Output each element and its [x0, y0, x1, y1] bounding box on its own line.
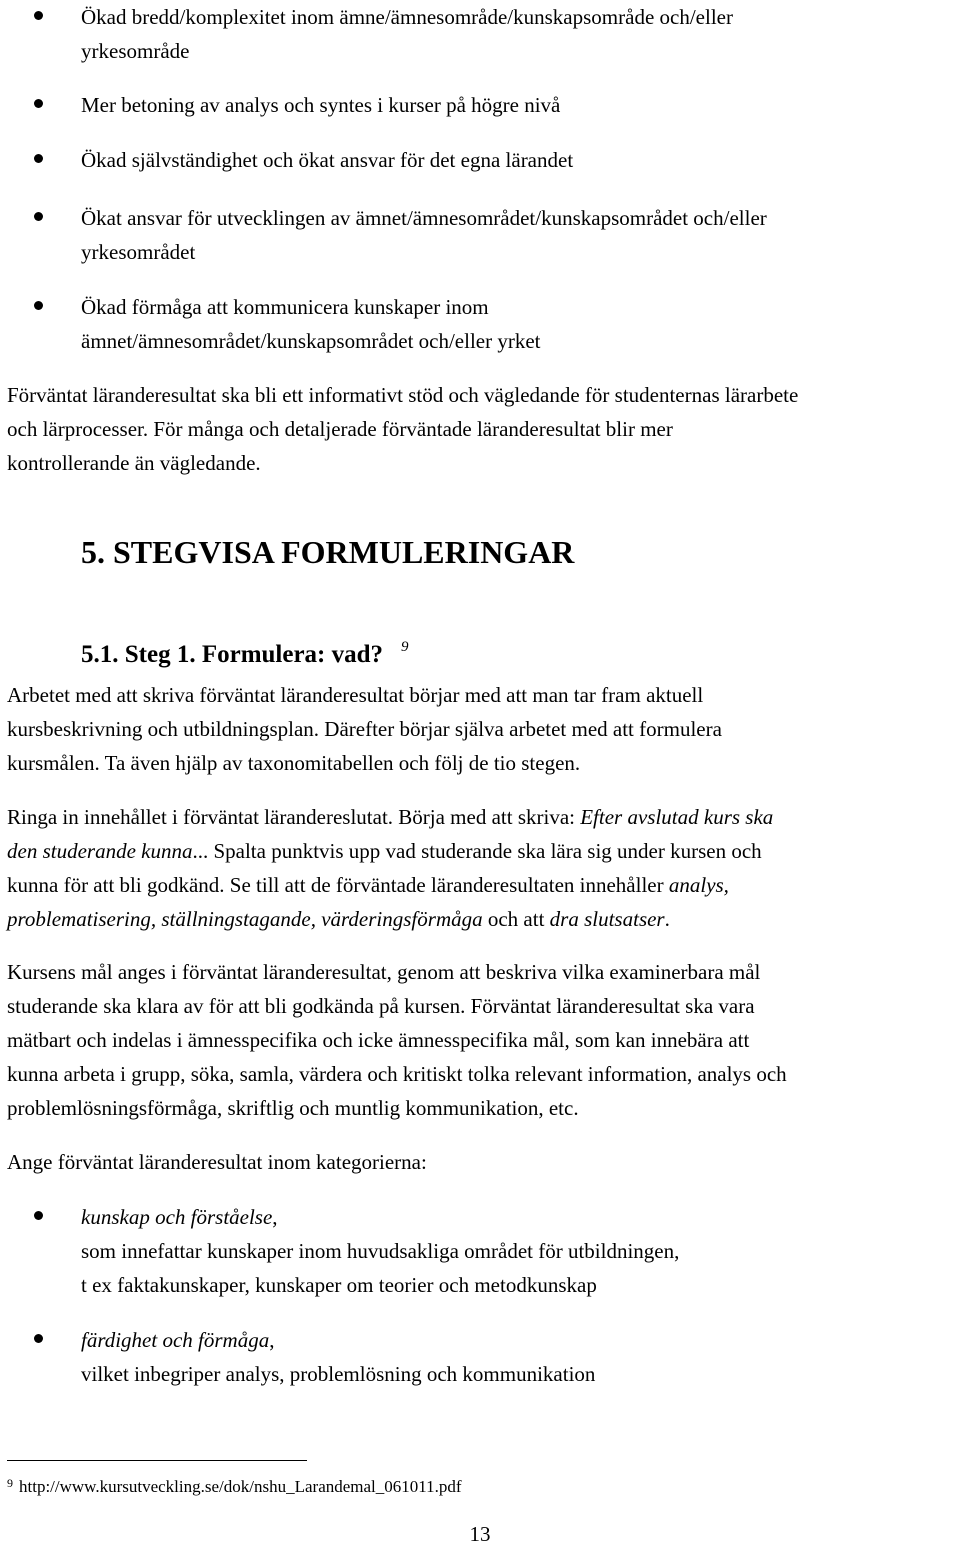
- list-item-line: Ökat ansvar för utvecklingen av ämnet/ämnesområdet/kunskapsområdet och/eller: [81, 206, 767, 230]
- category-term: kunskap och förståelse: [81, 1205, 273, 1229]
- text-run: och att: [482, 907, 550, 931]
- text-line: studerande ska klara av för att bli godkända på kursen. Förväntat läranderesultat ska vara: [7, 994, 755, 1018]
- list-item-term-line: [81, 1323, 941, 1357]
- bullet-icon: [34, 212, 43, 221]
- italic-text: den studerande kunna: [7, 839, 193, 863]
- italic-text: Efter avslutad kurs ska: [580, 805, 774, 829]
- footnote-divider: [7, 1460, 307, 1461]
- italic-text: dra slutsatser: [549, 907, 665, 931]
- text-line: Kursens mål anges i förväntat läranderesultat, genom att beskriva vilka examinerbara mål: [7, 960, 761, 984]
- list-item: [81, 0, 941, 68]
- text-line: [7, 834, 960, 868]
- list-item-line: vilket inbegriper analys, problemlösning och kommunikation: [81, 1362, 596, 1386]
- bullet-icon: [34, 301, 43, 310]
- list-item-line: Ökad förmåga att kommunicera kunskaper inom: [81, 295, 489, 319]
- text-line: kursmålen. Ta även hjälp av taxonomitabellen och följ de tio stegen.: [7, 751, 581, 775]
- text-line: kunna arbeta i grupp, söka, samla, värdera och kritiskt tolka relevant information, analys och: [7, 1062, 787, 1086]
- bullet-icon: [34, 99, 43, 108]
- bullet-icon: [34, 11, 43, 20]
- category-term: färdighet och förmåga: [81, 1328, 270, 1352]
- footnote-number: 9: [7, 1476, 13, 1490]
- list-item: [81, 201, 941, 269]
- text-line: [7, 868, 960, 902]
- text-run: .: [664, 907, 670, 931]
- list-item-knowledge: [81, 1200, 941, 1302]
- footnote: [7, 1474, 462, 1500]
- text-run: ... Spalta punktvis upp vad studerande ska lära sig under kursen och: [192, 839, 762, 863]
- paragraph-ring-in: [7, 800, 960, 936]
- list-item: [81, 88, 941, 122]
- bullet-icon: [34, 1334, 43, 1343]
- subsection-heading: [81, 638, 960, 672]
- footnote-reference[interactable]: 9: [401, 639, 409, 655]
- page-number: 13: [469, 1522, 491, 1546]
- paragraph-categories: Ange förväntat läranderesultat inom kategorierna:: [7, 1150, 427, 1174]
- paragraph-course-goals: [7, 955, 960, 1125]
- list-item-line: Mer betoning av analys och syntes i kurser på högre nivå: [81, 93, 561, 117]
- list-item-line: Ökad bredd/komplexitet inom ämne/ämnesområde/kunskapsområde och/eller: [81, 5, 733, 29]
- subsection-heading-text: 5.1. Steg 1. Formulera: vad?: [81, 641, 384, 668]
- text-line: kursbeskrivning och utbildningsplan. Därefter börjar själva arbetet med att formulera: [7, 717, 722, 741]
- text-line: [7, 902, 960, 936]
- list-item-line: som innefattar kunskaper inom huvudsakliga området för utbildningen,: [81, 1239, 680, 1263]
- bullet-icon: [34, 154, 43, 163]
- list-item-line: t ex faktakunskaper, kunskaper om teorier och metodkunskap: [81, 1273, 597, 1297]
- italic-text: problematisering, ställningstagande, värderingsförmåga: [7, 907, 483, 931]
- paragraph-expectations: [7, 378, 960, 480]
- text-line: kontrollerande än vägledande.: [7, 451, 261, 475]
- text-run: kunna för att bli godkänd. Se till att de förväntade läranderesultaten innehåller: [7, 873, 669, 897]
- list-item-term-line: [81, 1200, 941, 1234]
- text-line: [7, 800, 960, 834]
- text-line: Arbetet med att skriva förväntat läranderesultat börjar med att man tar fram aktuell: [7, 683, 704, 707]
- text-line: Förväntat läranderesultat ska bli ett informativt stöd och vägledande för studenternas lärarbete: [7, 383, 799, 407]
- paragraph-step1: [7, 678, 960, 780]
- bullet-icon: [34, 1211, 43, 1220]
- text-run: Ringa in innehållet i förväntat lärandereslutat. Börja med att skriva:: [7, 805, 581, 829]
- list-item: [81, 290, 941, 358]
- italic-text: analys,: [668, 873, 729, 897]
- section-heading: 5. STEGVISA FORMULERINGAR: [81, 534, 575, 570]
- list-item: [81, 143, 941, 177]
- list-item-line: yrkesområdet: [81, 240, 196, 264]
- list-item-line: ämnet/ämnesområdet/kunskapsområdet och/eller yrket: [81, 329, 541, 353]
- list-item-skills: [81, 1323, 941, 1391]
- text-line: problemlösningsförmåga, skriftlig och muntlig kommunikation, etc.: [7, 1096, 579, 1120]
- text-run: ,: [269, 1328, 275, 1352]
- list-item-line: Ökad självständighet och ökat ansvar för det egna lärandet: [81, 148, 574, 172]
- footnote-link[interactable]: http://www.kursutveckling.se/dok/nshu_Larandemal_061011.pdf: [19, 1477, 462, 1496]
- text-line: mätbart och indelas i ämnesspecifika och icke ämnesspecifika mål, som kan innebära att: [7, 1028, 750, 1052]
- text-line: och lärprocesser. För många och detaljerade förväntade läranderesultat blir mer: [7, 417, 673, 441]
- list-item-line: yrkesområde: [81, 39, 190, 63]
- text-run: ,: [272, 1205, 278, 1229]
